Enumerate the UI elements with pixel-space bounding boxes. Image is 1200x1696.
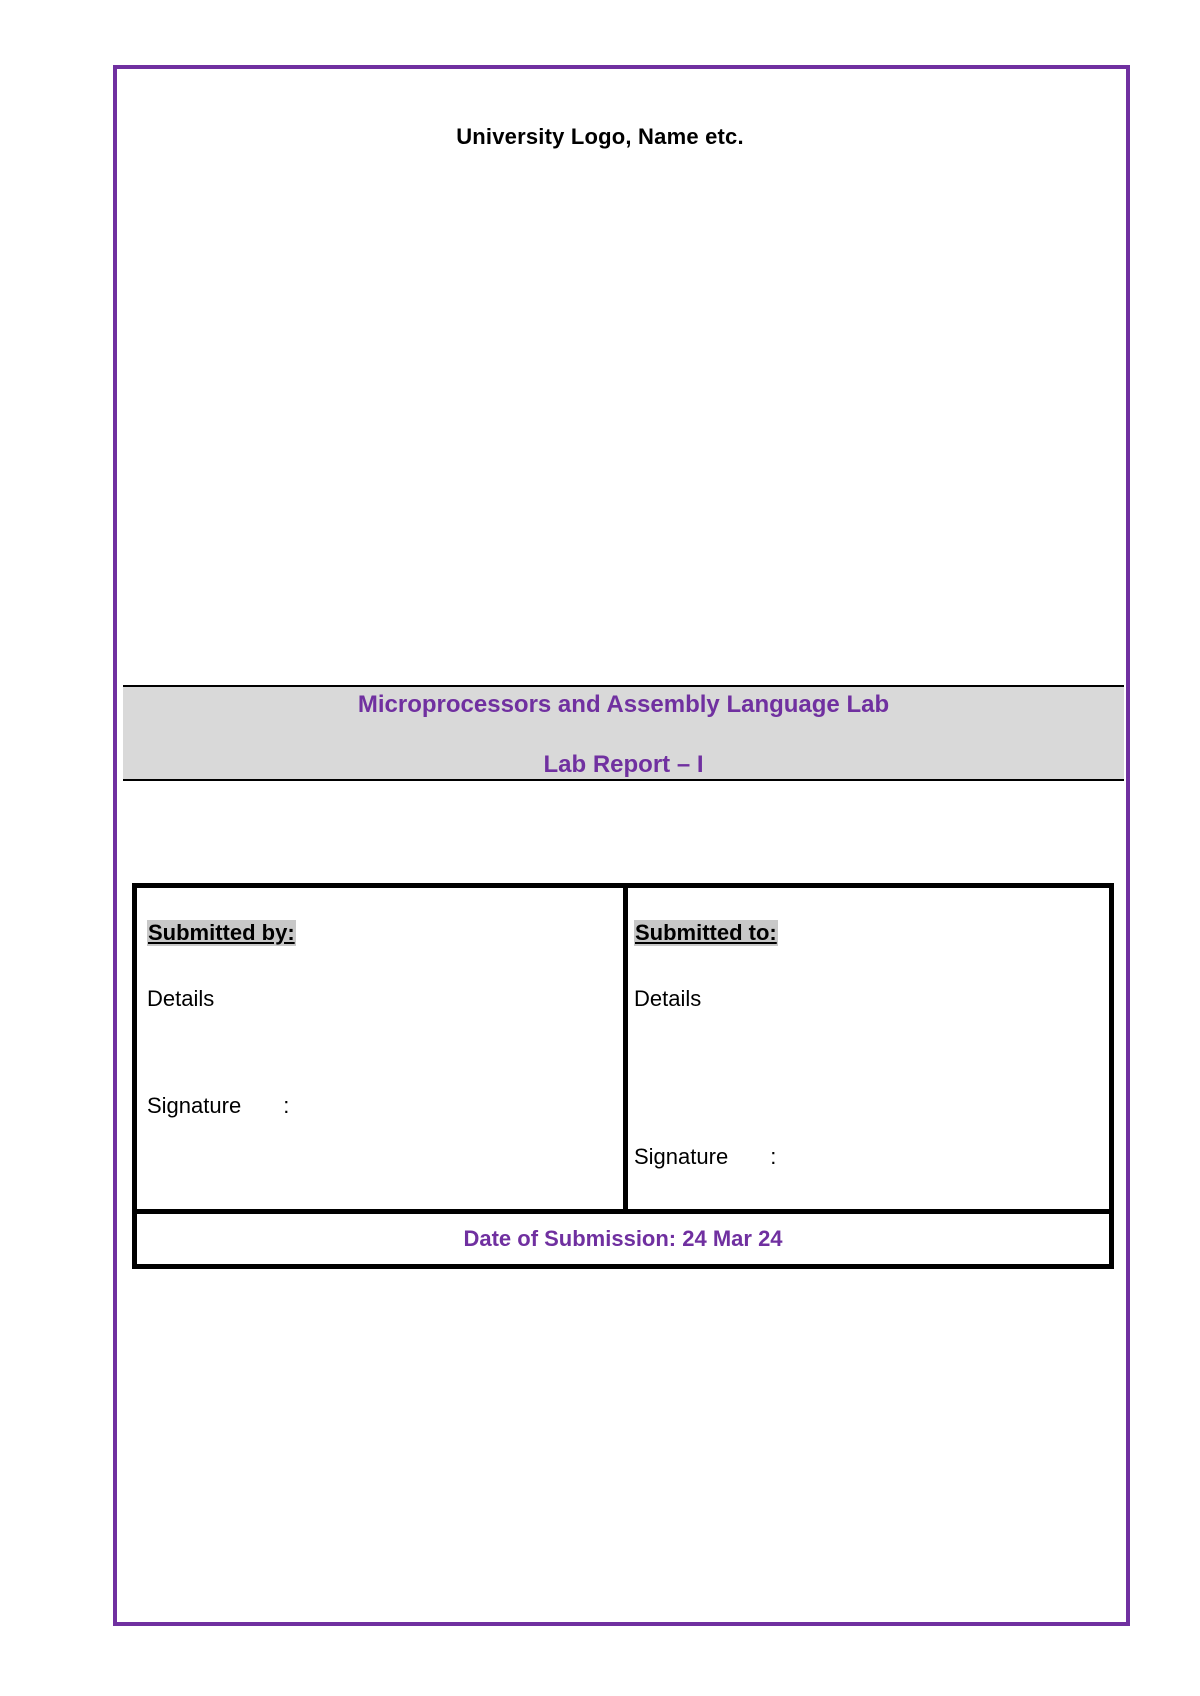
signature-label: Signature	[634, 1144, 729, 1169]
page-border	[113, 65, 1130, 1626]
signature-label: Signature	[147, 1093, 242, 1118]
date-of-submission: Date of Submission: 24 Mar 24	[463, 1226, 783, 1251]
signature-colon: :	[770, 1144, 777, 1169]
report-title: Lab Report – I	[543, 751, 704, 778]
submitted-to-heading: Submitted to:	[635, 920, 777, 945]
title-band	[123, 685, 1124, 781]
submitted-to-cell	[634, 888, 1104, 1209]
submitted-to-details: Details	[634, 986, 702, 1011]
column-divider	[623, 888, 628, 1210]
signature-colon: :	[283, 1093, 290, 1118]
submission-table	[132, 883, 1114, 1269]
submitted-by-signature-row	[147, 1093, 289, 1119]
submitted-by-details: Details	[147, 986, 215, 1011]
course-title: Microprocessors and Assembly Language Lab	[357, 691, 890, 718]
university-placeholder: University Logo, Name etc.	[456, 124, 744, 149]
submitted-to-signature-row	[634, 1144, 776, 1170]
submitted-by-cell	[147, 888, 617, 1209]
submitted-by-heading: Submitted by:	[148, 920, 295, 945]
